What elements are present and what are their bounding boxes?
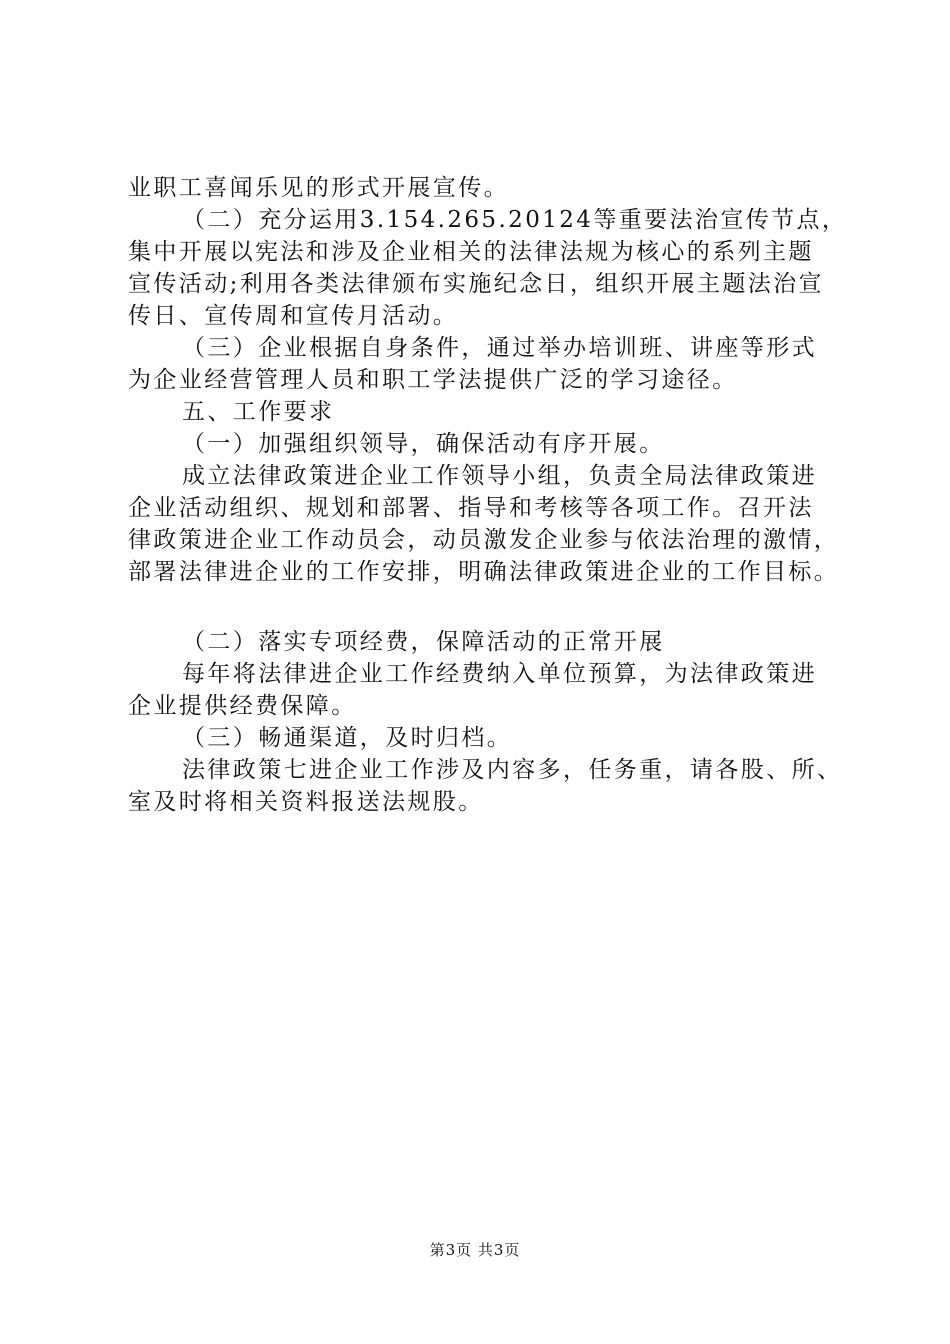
subsection-heading: （三）畅通渠道，及时归档。 [182, 725, 513, 751]
text-line: 企业活动组织、规划和部署、指导和考核等各项工作。召开法 [128, 495, 814, 521]
text-line: 部署法律进企业的工作安排，明确法律政策进企业的工作目标。 [128, 559, 840, 585]
document-body [128, 172, 848, 818]
text-line: 法律政策七进企业工作涉及内容多，任务重，请各股、所、 [182, 757, 843, 783]
text-line: 成立法律政策进企业工作领导小组，负责全局法律政策进 [182, 463, 817, 489]
text-line: 为企业经营管理人员和职工学法提供广泛的学习途径。 [128, 367, 738, 393]
text-line: （二）充分运用3.154.265.20124等重要法治宣传节点， [182, 207, 848, 233]
page-footer: 第3页 共3页 [429, 1241, 521, 1259]
text-line: 企业提供经费保障。 [128, 693, 357, 719]
text-line: 业职工喜闻乐见的形式开展宣传。 [128, 175, 509, 201]
subsection-heading: （一）加强组织领导，确保活动有序开展。 [182, 431, 665, 457]
subsection-heading: （二）落实专项经费，保障活动的正常开展 [182, 629, 665, 655]
text-line: 传日、宣传周和宣传月活动。 [128, 303, 459, 329]
text-line: 集中开展以宪法和涉及企业相关的法律法规为核心的系列主题 [128, 239, 814, 265]
paragraph-gap [128, 588, 848, 626]
text-line: 律政策进企业工作动员会，动员激发企业参与依法治理的激情， [128, 527, 840, 553]
section-heading: 五、工作要求 [182, 399, 335, 425]
text-line: 室及时将相关资料报送法规股。 [128, 789, 484, 815]
text-line: （三）企业根据自身条件，通过举办培训班、讲座等形式 [182, 335, 817, 361]
text-line: 宣传活动;利用各类法律颁布实施纪念日，组织开展主题法治宣 [128, 271, 824, 297]
text-line: 每年将法律进企业工作经费纳入单位预算，为法律政策进 [182, 661, 817, 687]
